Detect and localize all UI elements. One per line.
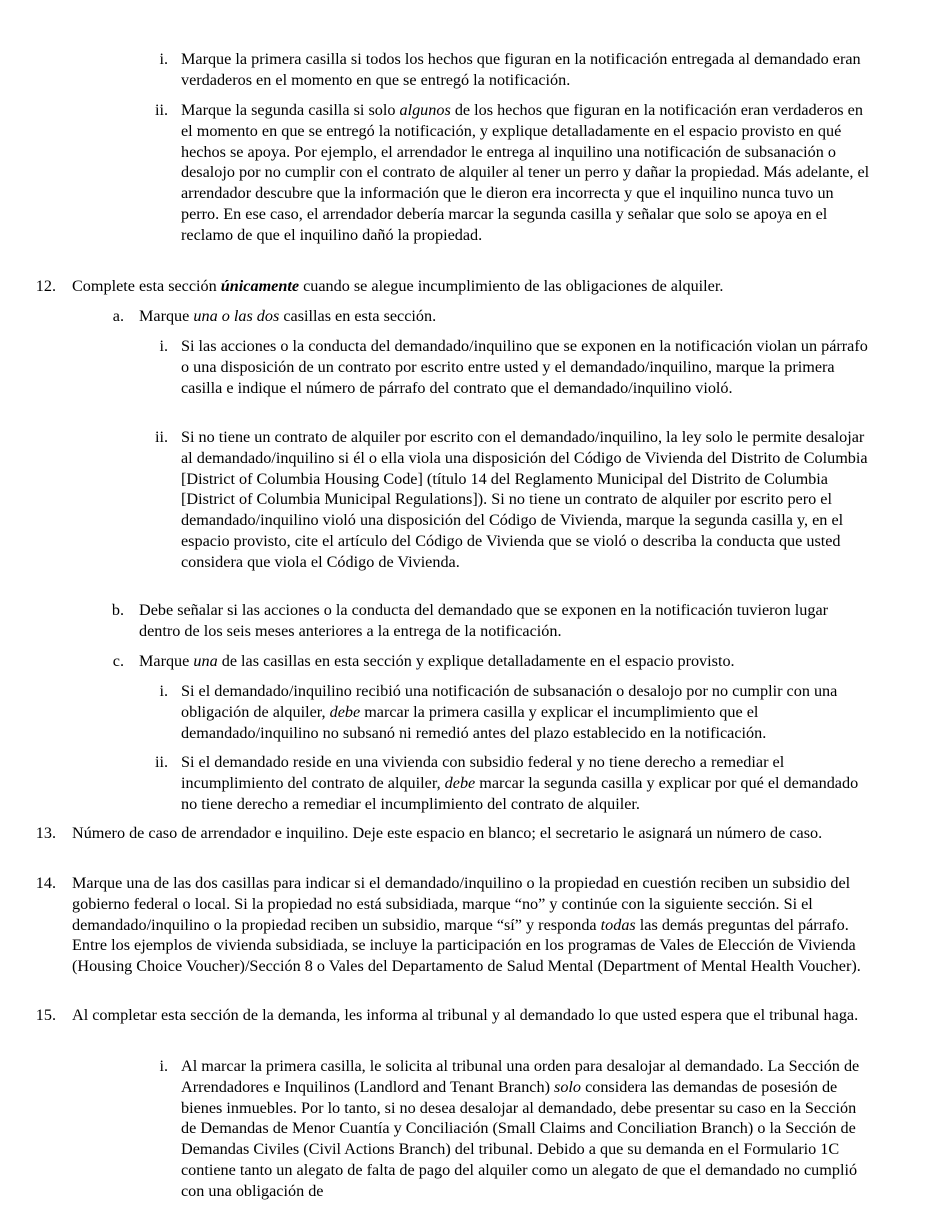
item-text: Si no tiene un contrato de alquiler por escrito con el demandado/inquilino, la ley solo le permite desalojar al demandado/inquilino si él o ella viola una disposición del Código de Vivienda del Distrito de Columbia [District of Columbia Housing Code] (título 14 del Reglamento Municipal del Distrito de Columbia [District of Columbia Municipal Regulations]). Si no tiene un contrato de alquiler por escrito pero el demandado/inquilino violó una disposición del Código de Vivienda, marque la segunda casilla y, en el espacio provisto, cite el artículo del Código de Vivienda que se violó o describa la conducta que usted considera que viola el Código de Vivienda. xyxy=(181,428,868,571)
text-run: Marque la segunda casilla si solo xyxy=(181,101,400,119)
text-run: Marque una de las dos casillas para indicar si el demandado/inquilino o la propiedad en cuestión reciben un subsidio del gobierno federal o local. Si la propiedad no está subsidiada, marque “no” y continúe con la siguiente sección. Si el demandado/inquilino o la propiedad reciben un subsidio, marque “sí” y responda xyxy=(72,874,851,934)
text-run: Si el demandado/inquilino recibió una notificación de subsanación o desalojo por no cumplir con una obligación de alquiler, xyxy=(181,682,838,721)
item-marker: 13. xyxy=(35,824,56,842)
text-run: de las casillas en esta sección y explique detalladamente en el espacio provisto. xyxy=(217,652,735,670)
text-run: Marque xyxy=(139,307,194,325)
item-text xyxy=(139,306,872,327)
emphasis: debe xyxy=(329,702,361,721)
item-marker: ii. xyxy=(154,428,168,446)
item-marker: ii. xyxy=(154,101,168,119)
item-marker: i. xyxy=(159,682,168,700)
text-run: Si el demandado reside en una vivienda con subsidio federal y no tiene derecho a remediar el incumplimiento del contrato de alquiler, xyxy=(181,753,785,792)
text-run: considera las demandas de posesión de bienes inmuebles. Por lo tanto, si no desea desalojar al demandado, debe presentar su caso en la Sección de Demandas de Menor Cuantía y Conciliación (Small Claims and Conciliation Branch) o la Sección de Demandas Civiles (Civil Actions Branch) del tribunal. Debido a que su demanda en el Formulario 1C contiene tanto un alegato de falta de pago del alquiler como un alegato de que el demandado no cumplió con una obligación de xyxy=(181,1077,858,1200)
item-marker: 15. xyxy=(35,1006,56,1024)
item-text xyxy=(181,681,871,743)
item-marker: i. xyxy=(159,50,168,68)
emphasis: algunos xyxy=(399,101,451,119)
item-text xyxy=(72,873,872,977)
text-run: Al marcar la primera casilla, le solicita al tribunal una orden para desalojar al demandado. La Sección de Arrendadores e Inquilinos (Landlord and Tenant Branch) xyxy=(181,1057,860,1096)
item-text xyxy=(72,276,872,297)
item-marker: a. xyxy=(112,307,124,325)
item-text xyxy=(181,752,871,814)
item-marker: 12. xyxy=(35,277,56,295)
item-text: Si las acciones o la conducta del demandado/inquilino que se exponen en la notificación violan un párrafo o una disposición de un contrato por escrito entre usted y el demandado/inquilino, marque la primera casilla e indique el número de párrafo del contrato que el demandado/inquilino violó. xyxy=(181,337,868,397)
item-marker: ii. xyxy=(154,753,168,771)
emphasis: todas xyxy=(600,915,636,934)
emphasis: debe xyxy=(444,773,476,792)
item-text: Número de caso de arrendador e inquilino. Deje este espacio en blanco; el secretario le asignará un número de caso. xyxy=(72,824,823,842)
item-text xyxy=(181,100,871,246)
emphasis: solo xyxy=(554,1077,582,1096)
item-marker: c. xyxy=(112,652,124,670)
text-run: Marque xyxy=(139,652,194,670)
item-text: Debe señalar si las acciones o la conducta del demandado que se exponen en la notificación tuvieron lugar dentro de los seis meses anteriores a la entrega de la notificación. xyxy=(139,601,829,640)
item-text: Al completar esta sección de la demanda, les informa al tribunal y al demandado lo que usted espera que el tribunal haga. xyxy=(72,1006,859,1024)
item-marker: i. xyxy=(159,1057,168,1075)
item-marker: b. xyxy=(111,601,124,619)
item-text xyxy=(181,1056,871,1202)
text-run: las demás preguntas del párrafo. Entre los ejemplos de vivienda subsidiada, se incluye la participación en los programas de Vales de Elección de Vivienda (Housing Choice Voucher)/Sección 8 o Vales del Departamento de Salud Mental (Department of Mental Health Voucher). xyxy=(72,915,861,976)
text-run: de los hechos que figuran en la notificación eran verdaderos en el momento en que se entregó la notificación, y explique detalladamente en el espacio provisto en qué hechos se apoya. Por ejemplo, el arrendador le entrega al inquilino una notificación de subsanación o desalojo por no cumplir con el contrato de alquiler al tener un perro y dañar la propiedad. Más adelante, el arrendador descubre que la información que le dieron era incorrecta y que el inquilino nunca tuvo un perro. En ese caso, el arrendador debería marcar la segunda casilla y señalar que solo se apoya en el reclamo de que el inquilino dañó la propiedad. xyxy=(181,101,870,244)
item-marker: i. xyxy=(159,337,168,355)
item-marker: 14. xyxy=(35,874,56,892)
text-run: cuando se alegue incumplimiento de las obligaciones de alquiler. xyxy=(299,277,724,295)
text-run: marcar la primera casilla y explicar el incumplimiento que el demandado/inquilino no subsanó ni remedió antes del plazo establecido en la notificación. xyxy=(181,702,767,742)
emphasis: únicamente xyxy=(220,277,300,295)
text-run: Complete esta sección xyxy=(72,277,221,295)
text-run: casillas en esta sección. xyxy=(279,307,437,325)
emphasis: una xyxy=(193,652,218,670)
item-text xyxy=(139,651,872,672)
text-run: marcar la segunda casilla y explicar por qué el demandado no tiene derecho a remediar el incumplimiento del contrato de alquiler. xyxy=(181,773,859,813)
emphasis: una o las dos xyxy=(193,307,280,325)
item-text: Marque la primera casilla si todos los hechos que figuran en la notificación entregada al demandado eran verdaderos en el momento en que se entregó la notificación. xyxy=(181,50,861,89)
